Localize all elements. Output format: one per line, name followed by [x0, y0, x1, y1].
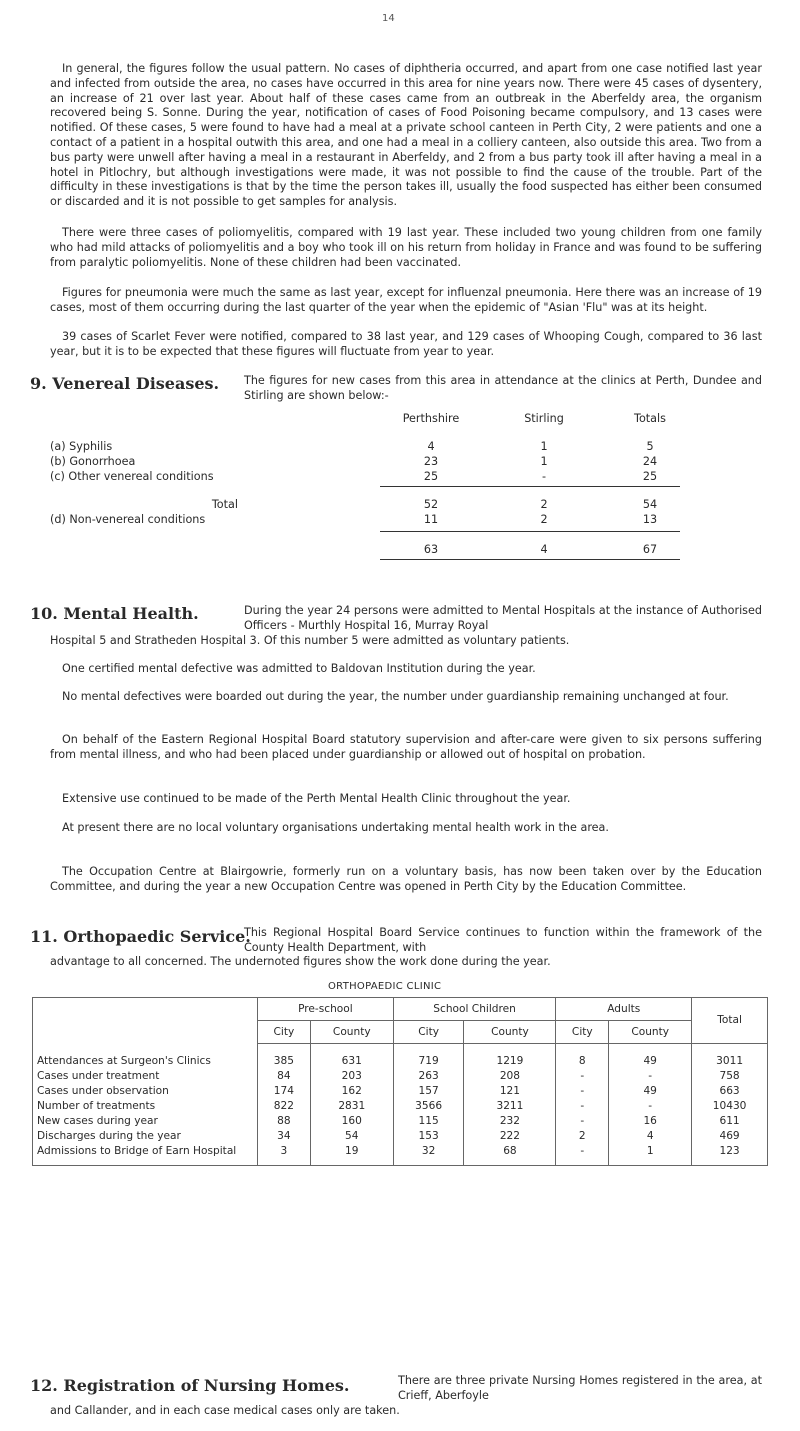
grand-total-row: [0, 543, 800, 558]
orthopaedic-table: [32, 997, 768, 1166]
heading-orthopaedic-service: 11. Orthopaedic Service.: [30, 927, 251, 946]
row-label: Discharges during the year: [33, 1129, 258, 1144]
divider: [380, 559, 680, 560]
cell: 1: [540, 455, 548, 468]
cell: -: [609, 1099, 692, 1114]
table-row: [33, 1069, 768, 1084]
cell: 385: [258, 1044, 311, 1070]
cell: 3011: [692, 1044, 768, 1070]
cell: 758: [692, 1069, 768, 1084]
cell: 153: [393, 1129, 464, 1144]
cell: -: [556, 1144, 609, 1166]
group-adults: Adults: [556, 998, 692, 1021]
table-row: [33, 1114, 768, 1129]
cell: 160: [310, 1114, 393, 1129]
table-row: [33, 1099, 768, 1114]
cell: 8: [556, 1044, 609, 1070]
cell: 3566: [393, 1099, 464, 1114]
table-row: [33, 1044, 768, 1070]
cell: 157: [393, 1084, 464, 1099]
para-mental-4: Extensive use continued to be made of the Perth Mental Health Clinic throughout the year.: [62, 792, 571, 805]
divider: [380, 531, 680, 532]
cell: 2: [540, 513, 548, 526]
cell: 49: [609, 1044, 692, 1070]
row-label: Number of treatments: [33, 1099, 258, 1114]
cell: 208: [464, 1069, 556, 1084]
venereal-header-row: [0, 412, 800, 427]
sub-city: City: [393, 1021, 464, 1044]
cell: -: [556, 1114, 609, 1129]
table-row: [0, 440, 800, 455]
row-label: Cases under observation: [33, 1084, 258, 1099]
cell: 10430: [692, 1099, 768, 1114]
venereal-intro: The figures for new cases from this area in attendance at the clinics at Perth, Dundee and Stirling are shown below:-: [244, 374, 762, 402]
sub-county: County: [464, 1021, 556, 1044]
cell: 25: [642, 470, 658, 483]
cell: 2: [556, 1129, 609, 1144]
orthopaedic-table-title: ORTHOPAEDIC CLINIC: [328, 981, 442, 992]
cell: -: [556, 1084, 609, 1099]
group-total: Total: [692, 998, 768, 1044]
group-pre-school: Pre-school: [258, 998, 394, 1021]
col-perthshire: Perthshire: [402, 412, 460, 425]
table-row: [33, 1129, 768, 1144]
cell: 2: [540, 498, 548, 511]
mental-health-cont: Hospital 5 and Stratheden Hospital 3. Of this number 5 were admitted as voluntary patients.: [50, 634, 570, 647]
table-row: [33, 1084, 768, 1099]
orthopaedic-intro: This Regional Hospital Board Service continues to function within the framework of the County Health Department, with: [244, 926, 762, 954]
cell: 822: [258, 1099, 311, 1114]
row-label: (c) Other venereal conditions: [50, 470, 214, 483]
table-row: [0, 470, 800, 485]
para-mental-2: No mental defectives were boarded out during the year, the number under guardianship remaining unchanged at four.: [62, 690, 729, 703]
cell: 115: [393, 1114, 464, 1129]
row-label: Admissions to Bridge of Earn Hospital: [33, 1144, 258, 1166]
row-label: (a) Syphilis: [50, 440, 113, 453]
cell: 203: [310, 1069, 393, 1084]
table-row: [33, 1144, 768, 1166]
para-mental-6: The Occupation Centre at Blairgowrie, formerly run on a voluntary basis, has now been taken over by the Education Committee, and during the year a new Occupation Centre was opened in Perth City by the Education Committee.: [50, 865, 762, 893]
col-stirling: Stirling: [524, 412, 564, 425]
row-label: (d) Non-venereal conditions: [50, 513, 206, 526]
cell: 263: [393, 1069, 464, 1084]
cell: 663: [692, 1084, 768, 1099]
para-mental-1: One certified mental defective was admitted to Baldovan Institution during the year.: [62, 662, 536, 675]
row-label: Attendances at Surgeon's Clinics: [33, 1044, 258, 1070]
cell: -: [609, 1069, 692, 1084]
row-label: Cases under treatment: [33, 1069, 258, 1084]
row-label-header: [33, 998, 258, 1044]
cell: 54: [642, 498, 658, 511]
cell: 16: [609, 1114, 692, 1129]
cell: 611: [692, 1114, 768, 1129]
cell: 1219: [464, 1044, 556, 1070]
heading-mental-health: 10. Mental Health.: [30, 604, 199, 623]
para-scarlet-fever: 39 cases of Scarlet Fever were notified, compared to 38 last year, and 129 cases of Whooping Cough, compared to 36 last year, but it is to be expected that these figures will fluctuate from year to year.: [50, 330, 762, 358]
cell: 4: [609, 1129, 692, 1144]
cell: 4: [427, 440, 435, 453]
sub-county: County: [310, 1021, 393, 1044]
sub-city: City: [556, 1021, 609, 1044]
cell: 67: [642, 543, 658, 556]
para-infectious-1: In general, the figures follow the usual pattern. No cases of diphtheria occurred, and apart from one case notified last year and infected from outside the area, no cases have occurred in this area for nine years now. There were 45 cases of dysentery, an increase of 21 over last year. About half of these cases came from an outbreak in the Aberfeldy area, the organism recovered being S. Sonne. During the year, notification of cases of Food Poisoning became compulsory, and 13 cases were notified. Of these cases, 5 were found to have had a meal at a private school canteen in Perth City, 2 were patients and one a contact of a patient in a hospital outwith this area, and one had a meal in a colliery canteen, also outside this area. Two from a bus party were unwell after having a meal in a restaurant in Aberfeldy, and 2 from a bus party took ill after having a meal in a hotel in Pitlochry, but although investigations were made, it was not possible to find the cause of the trouble. Part of the difficulty in these investigations is that by the time the person takes ill, usually the food suspected has either been consumed or discarded and it is not possible to get samples for analysis.: [50, 62, 762, 209]
cell: -: [541, 470, 547, 483]
cell: 232: [464, 1114, 556, 1129]
cell: 63: [423, 543, 439, 556]
orthopaedic-cont: advantage to all concerned. The undernoted figures show the work done during the year.: [50, 955, 551, 968]
venereal-table: [0, 368, 800, 708]
cell: 32: [393, 1144, 464, 1166]
group-school-children: School Children: [393, 998, 556, 1021]
cell: 469: [692, 1129, 768, 1144]
cell: 121: [464, 1084, 556, 1099]
sub-county: County: [609, 1021, 692, 1044]
cell: 25: [423, 470, 439, 483]
cell: 54: [310, 1129, 393, 1144]
cell: 68: [464, 1144, 556, 1166]
row-label: Total: [211, 498, 238, 511]
cell: 719: [393, 1044, 464, 1070]
cell: 3: [258, 1144, 311, 1166]
cell: 3211: [464, 1099, 556, 1114]
nursing-homes-intro: There are three private Nursing Homes registered in the area, at Crieff, Aberfoyle: [398, 1374, 762, 1402]
page-number: 14: [382, 13, 395, 24]
divider: [380, 486, 680, 487]
table-row: [0, 455, 800, 470]
cell: 1: [540, 440, 548, 453]
cell: 11: [423, 513, 439, 526]
cell: 174: [258, 1084, 311, 1099]
para-poliomyelitis: There were three cases of poliomyelitis, compared with 19 last year. These included two young children from one family who had mild attacks of poliomyelitis and a boy who took ill on his return from holiday in France and was found to be suffering from paralytic poliomyelitis. None of these children had been vaccinated.: [50, 226, 762, 269]
cell: 52: [423, 498, 439, 511]
cell: 123: [692, 1144, 768, 1166]
cell: 4: [540, 543, 548, 556]
cell: 162: [310, 1084, 393, 1099]
cell: 49: [609, 1084, 692, 1099]
para-mental-5: At present there are no local voluntary organisations undertaking mental health work in the area.: [62, 821, 609, 834]
row-label: New cases during year: [33, 1114, 258, 1129]
cell: 88: [258, 1114, 311, 1129]
row-label: (b) Gonorrhoea: [50, 455, 136, 468]
cell: 13: [642, 513, 658, 526]
cell: 222: [464, 1129, 556, 1144]
heading-venereal-diseases: 9. Venereal Diseases.: [30, 374, 220, 393]
cell: 631: [310, 1044, 393, 1070]
total-row: [0, 498, 800, 513]
cell: -: [556, 1069, 609, 1084]
mental-health-intro: During the year 24 persons were admitted to Mental Hospitals at the instance of Authorised Officers - Murthly Hospital 16, Murray Royal: [244, 604, 762, 632]
col-totals: Totals: [634, 412, 666, 425]
cell: 34: [258, 1129, 311, 1144]
sub-city: City: [258, 1021, 311, 1044]
nursing-homes-cont: and Callander, and in each case medical cases only are taken.: [50, 1404, 400, 1417]
para-pneumonia: Figures for pneumonia were much the same as last year, except for influenzal pneumonia. Here there was an increase of 19 cases, most of them occurring during the last quarter of the year when the epidemic of "Asian 'Flu" was at its height.: [50, 286, 762, 314]
table-header-row: [33, 998, 768, 1021]
heading-registration-nursing-homes: 12. Registration of Nursing Homes.: [30, 1376, 350, 1395]
cell: 19: [310, 1144, 393, 1166]
cell: 1: [609, 1144, 692, 1166]
cell: -: [556, 1099, 609, 1114]
cell: 2831: [310, 1099, 393, 1114]
cell: 24: [642, 455, 658, 468]
cell: 23: [423, 455, 439, 468]
cell: 84: [258, 1069, 311, 1084]
para-mental-3: On behalf of the Eastern Regional Hospital Board statutory supervision and after-care were given to six persons suffering from mental illness, and who had been placed under guardianship or allowed out of hospital on probation.: [50, 733, 762, 761]
cell: 5: [646, 440, 654, 453]
non-venereal-row: [0, 513, 800, 528]
